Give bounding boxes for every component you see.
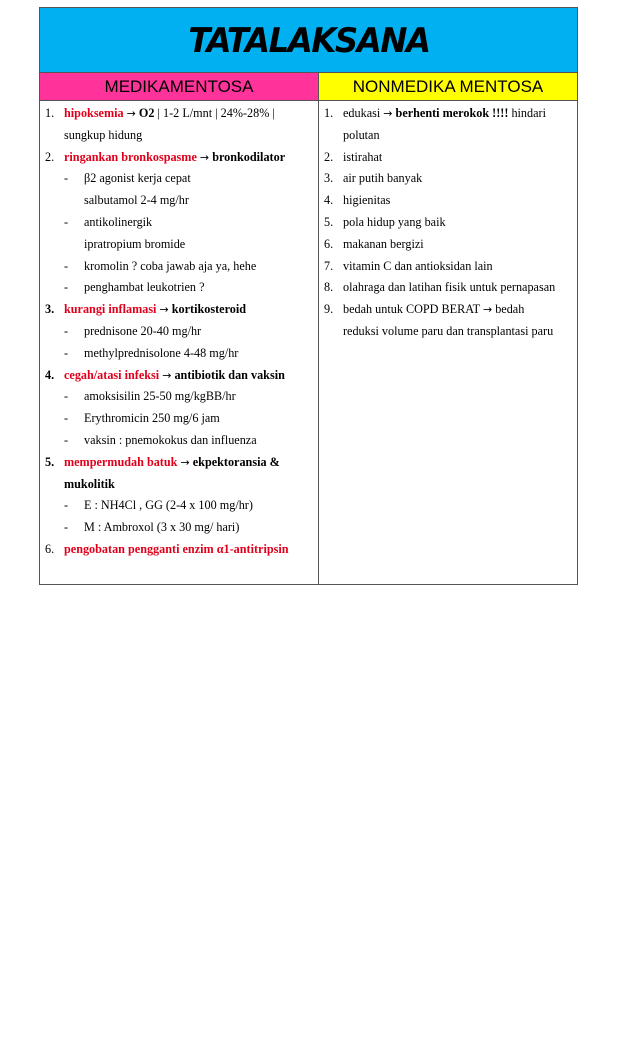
bullet-dash: -	[64, 345, 69, 360]
item-result: ekpektoransia &	[192, 454, 280, 469]
item-heading: pengobatan pengganti enzim α1-antitripsin	[64, 541, 289, 556]
sub-item	[40, 430, 318, 452]
header-nonmedikamentosa: NONMEDIKA MENTOSA	[319, 73, 577, 100]
item-text	[64, 299, 246, 321]
sub-item	[40, 408, 318, 430]
sub-item-text: M : Ambroxol (3 x 30 mg/ hari)	[84, 520, 240, 535]
item-text	[343, 299, 524, 321]
sub-item-text: Erythromicin 250 mg/6 jam	[84, 411, 220, 426]
bullet-dash: -	[64, 214, 69, 229]
sub-item-continuation	[40, 234, 318, 256]
medikamentosa-column	[40, 101, 319, 584]
list-item	[40, 299, 318, 321]
item-number: 3.	[45, 302, 55, 317]
item-text: makanan bergizi	[343, 236, 424, 251]
page-title: TATALAKSANA	[187, 21, 430, 61]
header-medikamentosa: MEDIKAMENTOSA	[40, 73, 319, 100]
bullet-dash: -	[64, 171, 69, 186]
item-number: 5.	[45, 454, 55, 469]
arrow-icon: →	[383, 107, 393, 120]
item-heading: ringankan bronkospasme	[64, 149, 197, 164]
list-item	[319, 147, 577, 169]
item-number: 2.	[324, 149, 334, 164]
bullet-dash: -	[64, 498, 69, 513]
item-number: 1.	[324, 106, 334, 120]
sub-item-text: salbutamol 2-4 mg/hr	[84, 193, 189, 208]
sub-item-continuation	[40, 190, 318, 212]
arrow-icon: →	[199, 150, 210, 164]
sub-item	[40, 386, 318, 408]
item-number: 8.	[324, 280, 334, 295]
item-text: higienitas	[343, 193, 391, 208]
arrow-icon: →	[162, 368, 172, 382]
sub-item	[40, 343, 318, 365]
item-detail: bedah	[492, 302, 525, 317]
title-bar	[40, 8, 577, 73]
sub-item-text: kromolin ? coba jawab aja ya, hehe	[84, 258, 257, 273]
sub-item	[40, 517, 318, 539]
sub-item	[40, 212, 318, 234]
item-detail: | 1-2 L/mnt | 24%-28% |	[154, 106, 275, 120]
list-item	[319, 277, 577, 299]
sub-item	[40, 277, 318, 299]
list-item-continuation	[319, 125, 577, 147]
sub-item-text: vaksin : pnemokokus dan influenza	[84, 432, 257, 447]
list-item	[319, 234, 577, 256]
item-text: vitamin C dan antioksidan lain	[343, 258, 493, 273]
item-result: bronkodilator	[212, 149, 286, 164]
sub-item	[40, 495, 318, 517]
arrow-icon: →	[482, 303, 493, 317]
item-text: polutan	[343, 127, 380, 142]
list-item-continuation	[40, 474, 318, 496]
item-number: 4.	[45, 367, 55, 382]
item-heading: bedah untuk COPD BERAT	[343, 302, 480, 317]
sub-item-text: ipratropium bromide	[84, 236, 186, 251]
item-result: kortikosteroid	[171, 302, 247, 317]
item-number: 6.	[324, 236, 334, 251]
item-result: antibiotik dan vaksin	[174, 367, 285, 382]
item-text: istirahat	[343, 149, 383, 164]
sub-item-text: E : NH4Cl , GG (2-4 x 100 mg/hr)	[84, 498, 253, 513]
bullet-dash: -	[64, 323, 69, 338]
item-number: 5.	[324, 214, 334, 229]
bullet-dash: -	[64, 432, 69, 447]
item-text: pola hidup yang baik	[343, 214, 446, 229]
list-item-continuation	[40, 125, 318, 147]
list-item	[319, 299, 577, 321]
bullet-dash: -	[64, 389, 69, 404]
bullet-dash: -	[64, 280, 69, 295]
sub-item-text: prednisone 20-40 mg/hr	[84, 323, 202, 338]
list-item	[319, 103, 577, 125]
tatalaksana-table	[39, 7, 578, 585]
bullet-dash: -	[64, 411, 69, 426]
list-item-continuation	[319, 321, 577, 343]
item-text: air putih banyak	[343, 171, 423, 186]
item-heading: mempermudah batuk	[64, 454, 178, 469]
list-item	[40, 103, 318, 125]
item-text: olahraga dan latihan fisik untuk pernapasan	[343, 280, 556, 295]
item-number: 3.	[324, 171, 334, 186]
item-detail: hindari	[508, 106, 546, 120]
list-item	[40, 539, 318, 561]
item-number: 4.	[324, 193, 334, 208]
item-text: reduksi volume paru dan transplantasi paru	[343, 323, 554, 338]
item-heading: edukasi	[343, 106, 381, 120]
item-number: 2.	[45, 149, 55, 164]
item-heading: cegah/atasi infeksi	[64, 367, 160, 382]
item-text	[64, 103, 275, 125]
arrow-icon: →	[126, 107, 136, 120]
arrow-icon: →	[180, 455, 190, 469]
item-number: 7.	[324, 258, 334, 273]
sub-item-text: antikolinergik	[84, 214, 153, 229]
item-number: 1.	[45, 106, 55, 120]
bullet-dash: -	[64, 258, 69, 273]
arrow-icon: →	[159, 303, 169, 317]
item-heading: hipoksemia	[64, 106, 124, 120]
item-text	[343, 103, 546, 125]
nonmedikamentosa-column	[319, 101, 577, 584]
item-number: 9.	[324, 302, 334, 317]
list-item	[319, 190, 577, 212]
list-item	[40, 365, 318, 387]
bullet-dash: -	[64, 520, 69, 535]
item-heading: kurangi inflamasi	[64, 302, 157, 317]
item-result: O2	[138, 106, 155, 120]
item-text	[64, 147, 285, 169]
list-item	[40, 452, 318, 474]
sub-item-text: amoksisilin 25-50 mg/kgBB/hr	[84, 389, 236, 404]
sub-item	[40, 168, 318, 190]
sub-item	[40, 256, 318, 278]
item-text	[64, 365, 285, 387]
item-result: mukolitik	[64, 476, 115, 491]
item-result: berhenti merokok !!!!	[395, 106, 509, 120]
sub-item	[40, 321, 318, 343]
list-item	[319, 212, 577, 234]
item-text: sungkup hidung	[64, 127, 143, 142]
table-body	[40, 101, 577, 584]
list-item	[319, 256, 577, 278]
sub-item-text: methylprednisolone 4-48 mg/hr	[84, 345, 239, 360]
header-row	[40, 73, 577, 101]
sub-item-text: penghambat leukotrien ?	[84, 280, 205, 295]
list-item	[319, 168, 577, 190]
item-text	[64, 452, 280, 474]
item-number: 6.	[45, 541, 55, 556]
list-item	[40, 147, 318, 169]
sub-item-text: β2 agonist kerja cepat	[84, 171, 191, 186]
